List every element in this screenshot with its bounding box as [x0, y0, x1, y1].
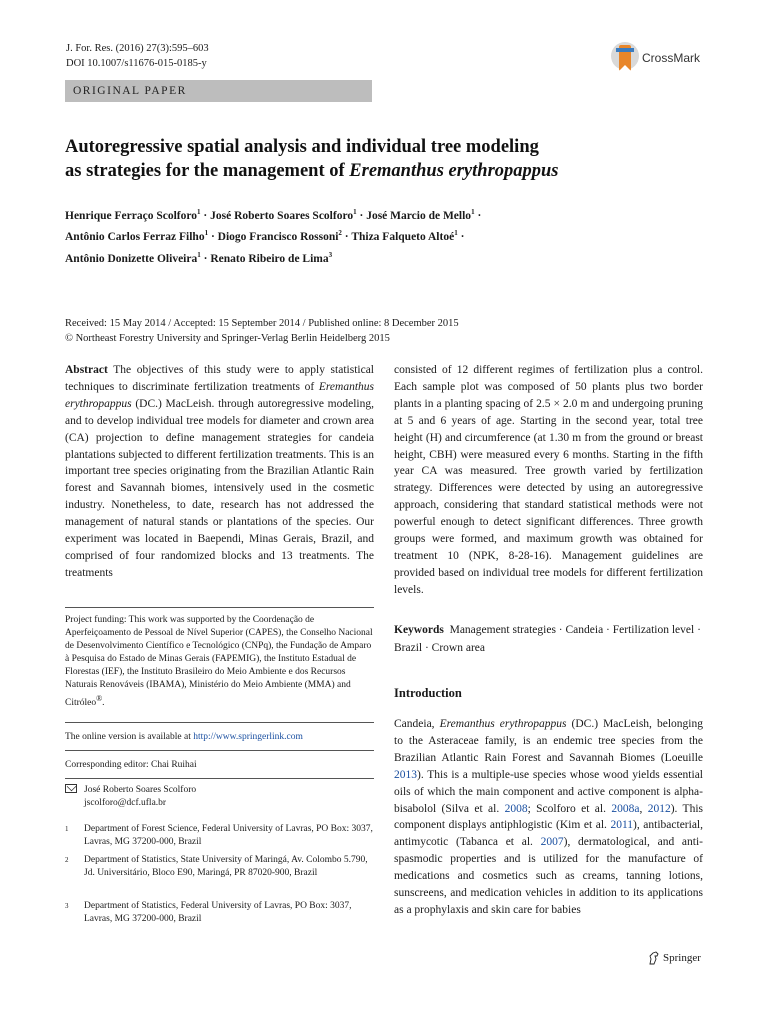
author-affiliation-mark: 1: [471, 208, 475, 216]
citation-link[interactable]: 2007: [540, 836, 564, 849]
affiliation-text: Department of Forest Science, Federal University of Lavras, PO Box: 3037, Lavras, MG 37200-000, Brazil: [84, 824, 373, 847]
dates-line: Received: 15 May 2014 / Accepted: 15 September 2014 / Published online: 8 December 2015: [65, 318, 459, 329]
affiliation-number: 3: [65, 902, 69, 910]
keywords-list: Management strategies · Candeia · Fertilization level · Brazil · Crown area: [394, 624, 701, 654]
author-affiliation-mark: 3: [328, 250, 333, 259]
citation-link[interactable]: 2008a: [611, 802, 640, 815]
affiliation-number: 1: [65, 825, 69, 833]
footnote-divider: [65, 607, 374, 608]
title-species: Eremanthus erythropappus: [349, 161, 559, 181]
citation-link[interactable]: 2011: [610, 819, 634, 832]
affiliation-item: [65, 900, 374, 926]
publisher-name: Springer: [663, 952, 701, 964]
abstract-continued: consisted of 12 different regimes of fertilization plus a control. Each sample plot was composed of 50 plants plus two border plants in a planting spacing of 2.5 × 2.0 m and undergoing pruning at 5 and 6 years of age. Starting in the second year, total tree height (H) and circumference (at 1.30 m from the ground or breast height, CBH) were measured every 6 months. Starting in the fifth year CA was measured. Tree growth varied by fertilization strategy. Differences were detected by using an autoregressive approach, considering that standard statistical methods were not powerful enough to detect significant differences. Three growth groups were formed, and maximum growth was obtained for treatment 10 (NPK, 8-28-16). Management guidelines are provided based on individual tree models for different fertilization levels.: [394, 364, 703, 596]
journal-citation: J. For. Res. (2016) 27(3):595–603: [66, 43, 209, 54]
editor-note: Corresponding editor: Chai Ruihai: [65, 760, 197, 770]
citation-link[interactable]: 2012: [647, 802, 671, 815]
footnote-divider: [65, 750, 374, 751]
left-column: [65, 362, 374, 582]
affiliation-text: Department of Statistics, Federal University of Lavras, PO Box: 3037, Lavras, MG 37200-000, Brazil: [84, 901, 352, 924]
author-affiliation-mark: 1: [353, 208, 357, 216]
copyright-line: © Northeast Forestry University and Springer-Verlag Berlin Heidelberg 2015: [65, 333, 390, 344]
author-affiliation-mark: 1: [197, 250, 201, 259]
author-name[interactable]: José Roberto Soares Scolforo: [210, 209, 354, 222]
abstract-paragraph: Abstract The objectives of this study were to apply statistical techniques to discriminate fertilization treatments of Eremanthus erythropappus (DC.) MacLeish. through autoregressive modeling, and to develop individual tree models for diameter and crown area (CA) projection to define management strategies for candeia plantations subjected to different fertilization treatments. This is an important tree species originating from the Brazilian Atlantic Rain forest and Savannah biomes, intensively used in the cosmetic industry. Nonetheless, to date, research has not addressed the management of natural stands or plantations of the species. Our experiment was located in Baependi, Minas Gerais, Brazil, and comprised of four randomized blocks and 13 treatments. The treatments: [65, 364, 374, 579]
envelope-icon: [65, 784, 77, 793]
keywords: [394, 621, 703, 657]
right-column: [394, 362, 703, 599]
crossmark-badge[interactable]: [610, 38, 720, 78]
doi[interactable]: DOI 10.1007/s11676-015-0185-y: [66, 58, 207, 69]
correspondence-name: José Roberto Soares Scolforo: [84, 785, 197, 795]
affiliation-text: Department of Statistics, State University of Maringá, Av. Colombo 5.790, Jd. Universitário, Bloco E90, Maringá, PR 87020-900, Brazil: [84, 855, 368, 878]
footnote-divider: [65, 778, 374, 779]
keywords-heading: Keywords: [394, 624, 444, 636]
citation-link[interactable]: 2013: [394, 768, 417, 781]
author-name[interactable]: José Marcio de Mello: [366, 209, 472, 222]
author-name[interactable]: Renato Ribeiro de Lima: [210, 252, 329, 265]
introduction-heading: Introduction: [394, 686, 462, 700]
author-affiliation-mark: 2: [338, 229, 342, 238]
introduction-paragraph: Candeia, Eremanthus erythropappus (DC.) MacLeish, belonging to the Asteraceae family, is an endemic tree species from the Brazilian Atlantic Rain Forest and Savannah Biomes (Loeuille 2013). This is a multiple-use species whose wood yields essential oils of which the main component and active component is alpha-bisabolol (Silva et al. 2008; Scolforo et al. 2008a, 2012). This component displays antiphlogistic (Kim et al. 2011), antibacterial, antimycotic (Tabanca et al. 2007), dermatological, and anti-spasmodic properties and is utilized for the manufacture of medications and cosmetics such as creams, tanning lotions, sunscreens, and medication vehicles in addition to its applications as a prophylaxis and skin care for babies: [394, 718, 704, 916]
title-line-2: as strategies for the management of Eremanthus erythropappus: [65, 161, 559, 181]
affiliation-item: [65, 854, 374, 880]
affiliation-item: [65, 823, 374, 849]
online-note: The online version is available at http://www.springerlink.com: [65, 732, 303, 742]
abstract-heading: Abstract: [65, 364, 108, 376]
crossmark-icon: [610, 39, 640, 77]
author-name[interactable]: Thiza Falqueto Altoé: [351, 231, 455, 244]
paper-type-banner: ORIGINAL PAPER: [65, 80, 372, 102]
springer-horse-icon: [648, 951, 660, 965]
paper-title: [65, 135, 685, 183]
affiliation-number: 2: [65, 856, 69, 864]
publication-dates: [65, 316, 705, 346]
author-affiliation-mark: 1: [454, 229, 458, 238]
author-name[interactable]: Antônio Carlos Ferraz Filho: [65, 231, 205, 244]
author-affiliation-mark: 1: [204, 229, 209, 238]
author-list: Henrique Ferraço Scolforo$^1$ · José Roberto Soares Scolforo$^1$ · José Marcio de Mello$^1$ · Antônio Carlos Ferraz Filho$^1$ · Diogo Francisco Rossoni$^2$ · Thiza Falqueto Altoé$^1$ · Antônio Donizette Oliveira$^1$ · Renato Ribeiro de Lima$^3$: [65, 208, 482, 265]
author-affiliation-mark: 1: [197, 208, 201, 216]
springerlink-url[interactable]: http://www.springerlink.com: [193, 732, 303, 742]
correspondence-email[interactable]: jscolforo@dcf.ufla.br: [84, 798, 167, 808]
author-name[interactable]: Diogo Francisco Rossoni: [217, 231, 339, 244]
crossmark-label: CrossMark: [642, 51, 701, 65]
journal-info: [66, 41, 209, 71]
title-line-1: Autoregressive spatial analysis and individual tree modeling: [65, 137, 539, 157]
footnote-divider: [65, 722, 374, 723]
intro-species: Eremanthus erythropappus: [439, 718, 567, 730]
funding-note: Project funding: This work was supported by the Coordenação de Aperfeiçoamento de Pessoal de Nível Superior (CAPES), the Conselho Nacional de Desenvolvimento Científico e Tecnológico (CNPq), the Fundação de Amparo à Pesquisa do Estado de Minas Gerais (FAPEMIG), the Instituto Estadual de Florestas (IEF), the Instituto Brasileiro do Meio Ambiente e dos Recursos Naturais Renováveis (IBAMA), Ministério do Meio Ambiente (MMA) and Citróleo®.: [65, 615, 373, 709]
author-name[interactable]: Antônio Donizette Oliveira: [65, 252, 198, 265]
abstract-species: Eremanthus erythropappus: [65, 380, 374, 410]
author-name[interactable]: Henrique Ferraço Scolforo: [65, 209, 198, 222]
introduction-section: [394, 716, 703, 919]
springer-logo: [648, 951, 701, 965]
citation-link[interactable]: 2008: [504, 802, 528, 815]
correspondence-note: [65, 784, 374, 810]
